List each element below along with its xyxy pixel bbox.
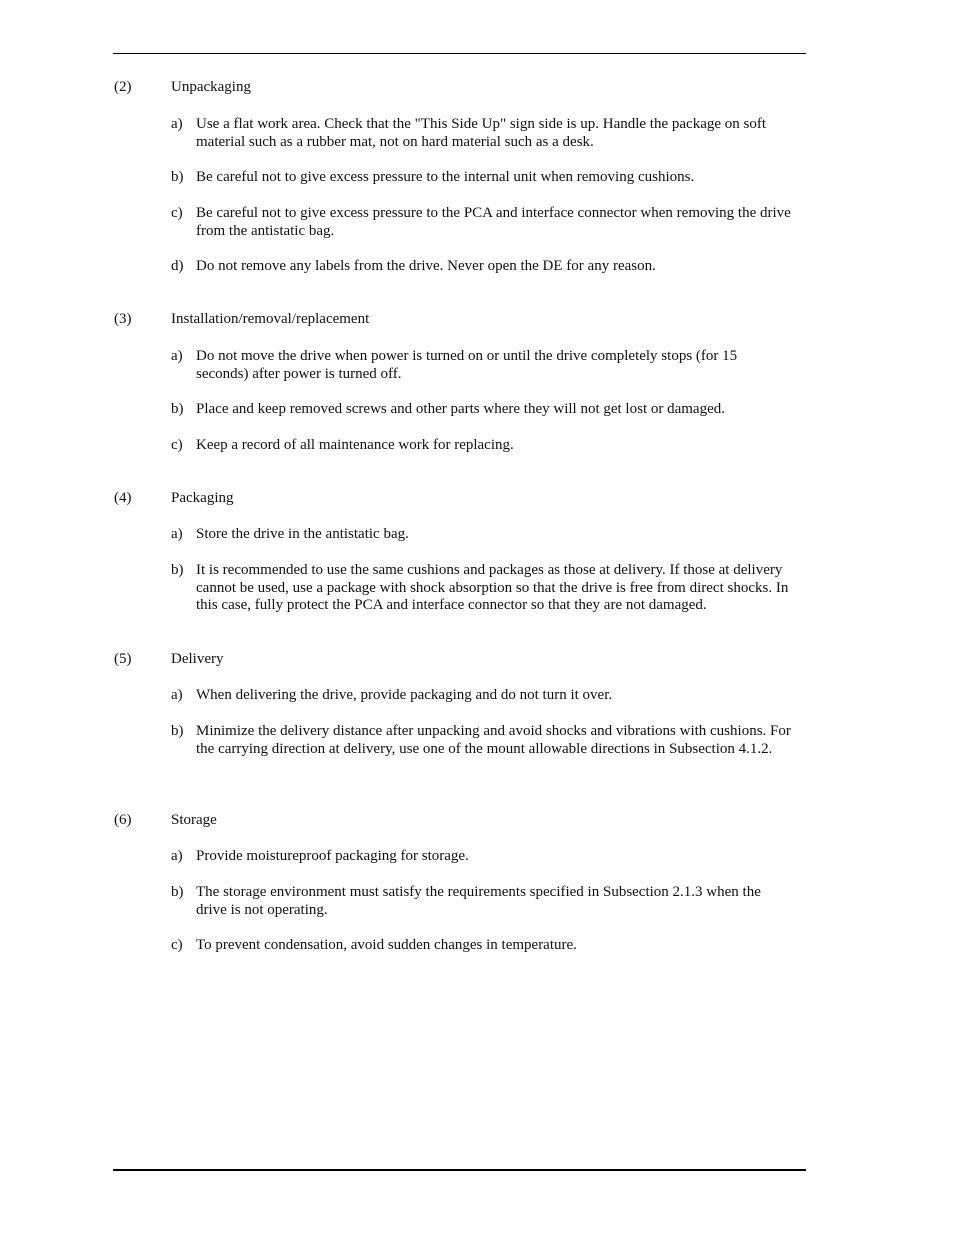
section-title: Delivery (171, 651, 224, 667)
section-title: Installation/removal/replacement (171, 311, 370, 327)
item-text: Keep a record of all maintenance work for replacing. (196, 437, 514, 453)
item-letter: a) (171, 348, 183, 364)
item-letter: c) (171, 437, 183, 453)
item-text: Use a flat work area. Check that the "This Side Up" sign side is up. Handle the package on soft material such as a rubber mat, not on hard material such as a desk. (196, 116, 767, 150)
item-text: When delivering the drive, provide packaging and do not turn it over. (196, 687, 613, 703)
section-title: Packaging (171, 490, 234, 506)
header-rule (113, 53, 806, 54)
item-letter: d) (171, 258, 184, 274)
item-text: Store the drive in the antistatic bag. (196, 526, 409, 542)
item-letter: a) (171, 687, 183, 703)
section-number: (4) (114, 490, 132, 506)
section-number: (2) (114, 79, 132, 95)
item-letter: c) (171, 937, 183, 953)
item-text: It is recommended to use the same cushions and packages as those at delivery. If those at delivery cannot be used, use a package with shock absorption so that the drive is free from direct shocks. In this case, fully protect the PCA and interface connector so that they are not damaged. (196, 562, 789, 613)
section-title: Unpackaging (171, 79, 251, 95)
footer-rule (113, 1169, 806, 1171)
item-letter: c) (171, 205, 183, 221)
section-number: (5) (114, 651, 132, 667)
item-letter: a) (171, 116, 183, 132)
item-text: The storage environment must satisfy the requirements specified in Subsection 2.1.3 when the drive is not operating. (196, 884, 761, 918)
section-title: Storage (171, 812, 217, 828)
item-text: Place and keep removed screws and other parts where they will not get lost or damaged. (196, 401, 725, 417)
item-text: Minimize the delivery distance after unpacking and avoid shocks and vibrations with cushions. For the carrying direction at delivery, use one of the mount allowable directions in Subsection 4.1.2. (196, 723, 791, 757)
item-text: Provide moistureproof packaging for storage. (196, 848, 469, 864)
item-letter: b) (171, 723, 184, 739)
item-letter: a) (171, 848, 183, 864)
item-letter: b) (171, 562, 184, 578)
item-letter: b) (171, 884, 184, 900)
item-letter: b) (171, 169, 184, 185)
section-number: (3) (114, 311, 132, 327)
item-letter: a) (171, 526, 183, 542)
item-text: Be careful not to give excess pressure to the PCA and interface connector when removing the drive from the antistatic bag. (196, 205, 791, 239)
item-text: To prevent condensation, avoid sudden changes in temperature. (196, 937, 577, 953)
item-text: Do not remove any labels from the drive. Never open the DE for any reason. (196, 258, 656, 274)
item-text: Do not move the drive when power is turned on or until the drive completely stops (for 15 seconds) after power is turned off. (196, 348, 738, 382)
item-text: Be careful not to give excess pressure to the internal unit when removing cushions. (196, 169, 695, 185)
section-number: (6) (114, 812, 132, 828)
item-letter: b) (171, 401, 184, 417)
